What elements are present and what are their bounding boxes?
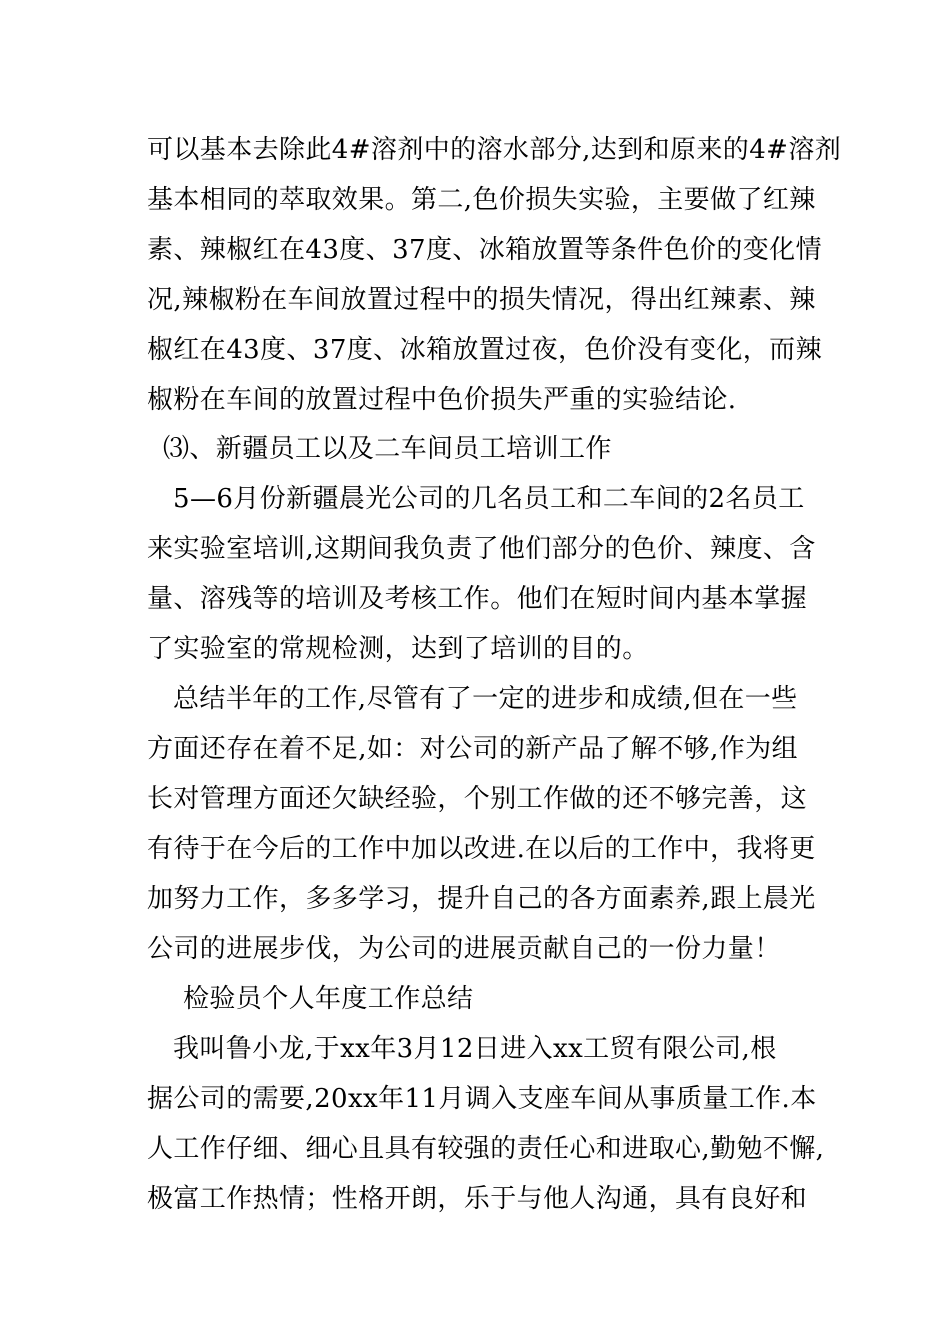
text-line: 极富工作热情；性格开朗，乐于与他人沟通，具有良好和 xyxy=(147,1184,808,1214)
article-title: 检验员个人年度工作总结 xyxy=(183,984,474,1014)
text-line: 人工作仔细、细心且具有较强的责任心和进取心,勤勉不懈, xyxy=(147,1134,825,1164)
text-line: 有待于在今后的工作中加以改进.在以后的工作中，我将更 xyxy=(147,834,816,864)
text-line: 据公司的需要,20xx年11月调入支座车间从事质量工作.本 xyxy=(147,1084,817,1114)
text-line: 加努力工作，多多学习，提升自己的各方面素养,跟上晨光 xyxy=(147,884,816,914)
text-line: 基本相同的萃取效果。第二,色价损失实验，主要做了红辣 xyxy=(147,185,816,215)
text-line: 椒粉在车间的放置过程中色价损失严重的实验结论. xyxy=(147,385,737,415)
section-heading: ⑶、新疆员工以及二车间员工培训工作 xyxy=(163,434,612,464)
text-line: 方面还存在着不足,如：对公司的新产品了解不够,作为组 xyxy=(147,734,798,764)
text-line: 椒红在43度、37度、冰箱放置过夜，色价没有变化，而辣 xyxy=(147,335,822,365)
text-line: 况,辣椒粉在车间放置过程中的损失情况，得出红辣素、辣 xyxy=(147,285,816,315)
text-line: 我叫鲁小龙,于xx年3月12日进入xx工贸有限公司,根 xyxy=(173,1034,777,1064)
text-line: 总结半年的工作,尽管有了一定的进步和成绩,但在一些 xyxy=(173,684,798,714)
text-line: 5—6月份新疆晨光公司的几名员工和二车间的2名员工 xyxy=(173,484,805,514)
text-line: 公司的进展步伐，为公司的进展贡献自己的一份力量！ xyxy=(147,934,781,964)
text-line: 可以基本去除此4#溶剂中的溶水部分,达到和原来的4#溶剂 xyxy=(147,135,842,165)
text-line: 长对管理方面还欠缺经验，个别工作做的还不够完善，这 xyxy=(147,784,808,814)
text-line: 量、溶残等的培训及考核工作。他们在短时间内基本掌握 xyxy=(147,584,808,614)
text-line: 素、辣椒红在43度、37度、冰箱放置等条件色价的变化情 xyxy=(147,235,822,265)
text-line: 来实验室培训,这期间我负责了他们部分的色价、辣度、含 xyxy=(147,534,816,564)
text-line: 了实验室的常规检测，达到了培训的目的。 xyxy=(147,634,649,664)
